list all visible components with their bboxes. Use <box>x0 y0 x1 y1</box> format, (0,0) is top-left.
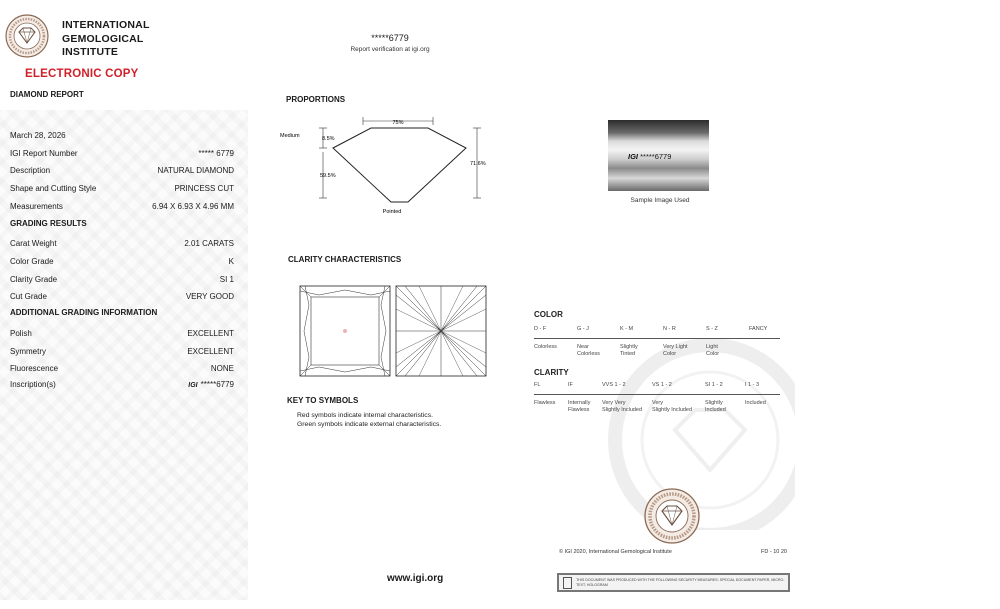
field-row: Cut Grade VERY GOOD <box>10 291 234 301</box>
proportions-heading: PROPORTIONS <box>286 95 346 104</box>
sample-image-caption: Sample Image Used <box>630 197 690 204</box>
clarity-plot-diagram <box>299 285 489 377</box>
clarity-scale: FL IF VVS 1 - 2 VS 1 - 2 SI 1 - 2 I 1 - 3 Flawless Internally Flawless Very Very Slightly Included Very Slightly Included Slightly Included Included <box>534 382 780 413</box>
igi-seal-stamp <box>644 488 700 544</box>
org-name: INTERNATIONAL GEMOLOGICAL INSTITUTE <box>62 19 150 58</box>
report-date: March 28, 2026 <box>10 130 66 140</box>
table-percent: 75% <box>392 120 404 126</box>
sample-inscription-image: IGI *****6779 <box>608 120 709 191</box>
color-scale-heading: COLOR <box>534 310 563 319</box>
form-code: FD - 10 20 <box>761 549 787 555</box>
igi-inscription-logo: IGI <box>188 381 198 389</box>
scale-divider <box>534 394 780 395</box>
proportions-diagram <box>278 112 493 220</box>
culet-label: Pointed <box>382 209 402 215</box>
verification-text: Report verification at igi.org <box>350 46 430 53</box>
report-title: DIAMOND REPORT <box>10 90 84 99</box>
security-features-strip: THIS DOCUMENT WAS PRODUCED WITH THE FOLLOWING SECURITY MEASURES: SPECIAL DOCUMENT PAPER, MICRO-TEXT, HOLOGRAM <box>557 573 790 592</box>
field-row: Carat Weight 2.01 CARATS <box>10 238 234 248</box>
grading-results-heading: GRADING RESULTS <box>10 219 87 228</box>
clarity-characteristics-heading: CLARITY CHARACTERISTICS <box>288 255 402 264</box>
website-link[interactable]: www.igi.org <box>387 573 444 584</box>
field-row: Description NATURAL DIAMOND <box>10 165 234 175</box>
report-number-header: *****6779 <box>371 33 409 43</box>
field-row: IGI Report Number ***** 6779 <box>10 148 234 158</box>
depth-percent: 71.6% <box>470 161 486 167</box>
field-row: Symmetry EXCELLENT <box>10 346 234 356</box>
crown-percent: 8.5% <box>322 136 335 142</box>
field-row: Polish EXCELLENT <box>10 328 234 338</box>
field-row: Shape and Cutting Style PRINCESS CUT <box>10 183 234 193</box>
scale-divider <box>534 338 780 339</box>
key-to-symbols-text: Red symbols indicate internal characteristics. Green symbols indicate external characteristics. <box>297 412 442 428</box>
field-row: Color Grade K <box>10 256 234 266</box>
igi-logo-seal <box>5 14 49 58</box>
clarity-scale-heading: CLARITY <box>534 368 569 377</box>
field-row: Clarity Grade SI 1 <box>10 274 234 284</box>
igi-inscription-logo: IGI <box>628 152 639 161</box>
report-date-row <box>10 128 234 142</box>
copyright-text: © IGI 2020, International Gemological Institute <box>559 549 672 555</box>
document-icon <box>563 577 572 589</box>
field-row: Measurements 6.94 X 6.93 X 4.96 MM <box>10 201 234 211</box>
field-row: Fluorescence NONE <box>10 363 234 373</box>
additional-grading-heading: ADDITIONAL GRADING INFORMATION <box>10 308 158 317</box>
color-scale: D - F G - J K - M N - R S - Z FANCY Colorless Near Colorless Slightly Tinted Very Light Color Light Color <box>534 326 780 357</box>
pavilion-percent: 59.5% <box>320 173 336 179</box>
field-row: Inscription(s) IGI *****6779 <box>10 379 234 389</box>
key-to-symbols-heading: KEY TO SYMBOLS <box>287 396 359 405</box>
girdle-label: Medium <box>280 133 300 139</box>
electronic-copy-label: ELECTRONIC COPY <box>25 68 139 80</box>
